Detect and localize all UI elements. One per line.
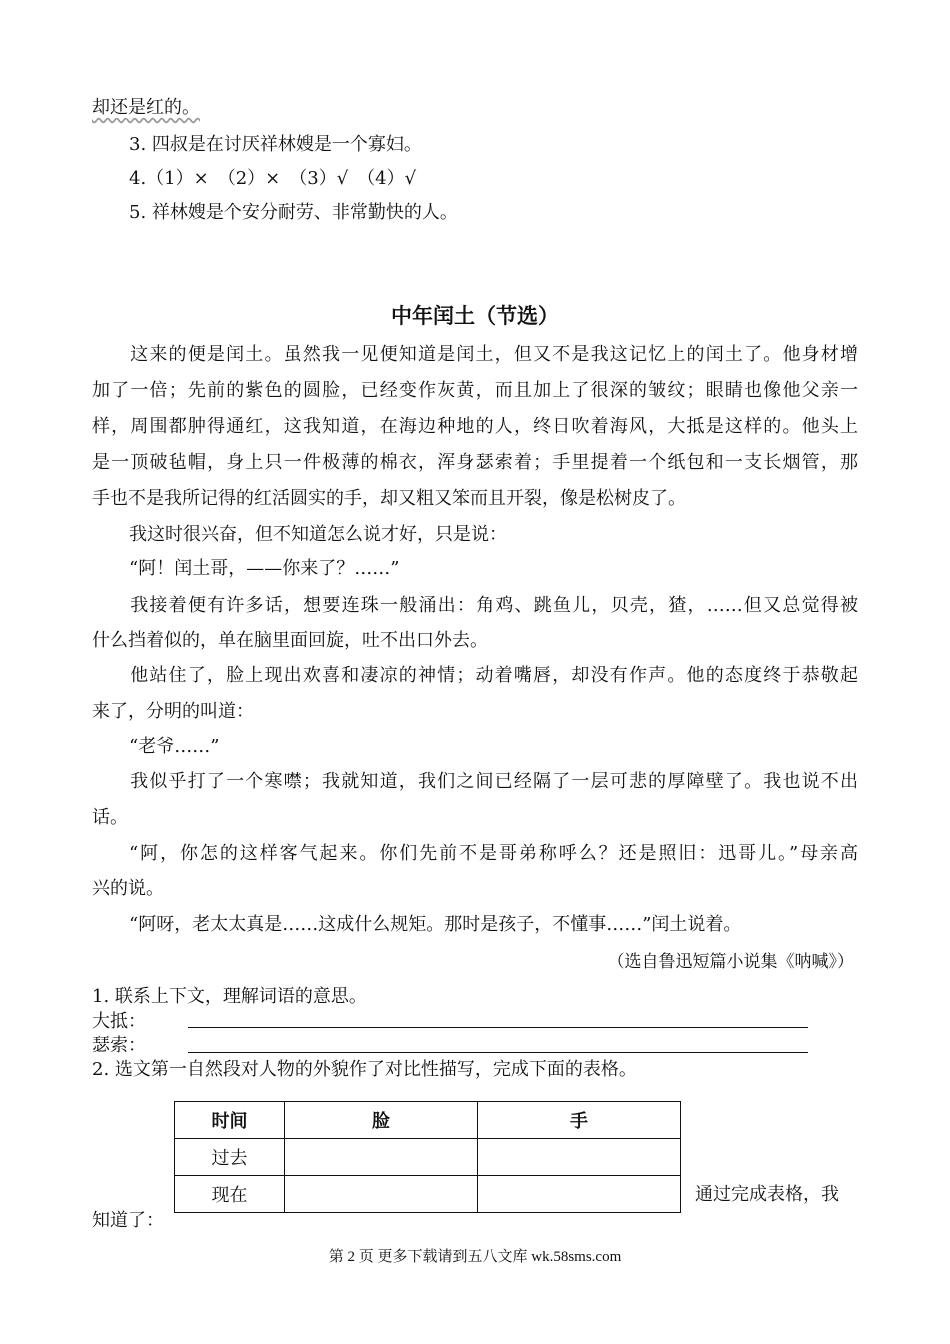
question-2: 2. 选文第一自然段对人物的外貌作了对比性描写，完成下面的表格。: [92, 1059, 637, 1080]
paragraph-8-line-2: 兴的说。: [92, 878, 164, 899]
cell-now-face[interactable]: [285, 1176, 478, 1213]
cell-past-face[interactable]: [285, 1139, 478, 1176]
after-table-text-left: 知道了：: [92, 1210, 164, 1231]
row-label-now: 现在: [175, 1176, 285, 1213]
cell-now-hands[interactable]: [478, 1176, 681, 1213]
answer-4: 4.（1）× （2）× （3）√ （4）√: [129, 168, 417, 189]
question-1-word-2: 瑟索：: [92, 1035, 146, 1056]
page-footer: 第 2 页 更多下载请到五八文库 wk.58sms.com: [328, 1249, 622, 1265]
table-row: [175, 1139, 681, 1176]
paragraph-4-line-2: 什么挡着似的，单在脑里面回旋，吐不出口外去。: [92, 630, 488, 651]
header-face: 脸: [285, 1102, 478, 1139]
question-1: 1. 联系上下文，理解词语的意思。: [92, 986, 367, 1007]
answer-3: 3. 四叔是在讨厌祥林嫂是一个寡妇。: [129, 134, 422, 155]
answer-text: 却还是红的。: [92, 97, 200, 118]
paragraph-7-line-2: 话。: [92, 807, 128, 828]
text: 我似乎打了一个寒噤；我就知道，我们之间已经隔了一层可悲的厚障壁了。我也说不出: [129, 771, 858, 792]
after-table-text-right: 通过完成表格，我: [695, 1184, 839, 1205]
paragraph-1-line-3: 样，周围都肿得通红，这我知道，在海边种地的人，终日吹着海风，大抵是这样的。他头上: [92, 416, 858, 437]
paragraph-2: 我这时很兴奋，但不知道怎么说才好，只是说：: [129, 524, 507, 545]
paragraph-5-line-2: 来了，分明的叫道：: [92, 701, 254, 722]
paragraph-4-line-1: [92, 594, 858, 618]
paragraph-7-line-1: [92, 770, 858, 794]
paragraph-9: “阿呀，老太太真是……这成什么规矩。那时是孩子，不懂事……”闰土说着。: [129, 914, 742, 935]
paragraph-1-line-2: 加了一倍；先前的紫色的圆脸，已经变作灰黄，而且加上了很深的皱纹；眼睛也像他父亲一: [92, 380, 858, 401]
text: 这来的便是闰土。虽然我一见便知道是闰土，但又不是我这记忆上的闰土了。他身材增: [129, 344, 858, 365]
paragraph-1-line-1: [92, 343, 858, 367]
paragraph-5-line-1: [92, 664, 858, 688]
table-header-row: [175, 1102, 681, 1139]
question-1-word-1: 大抵：: [92, 1011, 146, 1032]
table-row: [175, 1176, 681, 1213]
paragraph-8-line-1: [92, 842, 858, 866]
text: 他站住了，脸上现出欢喜和凄凉的神情；动着嘴唇，却没有作声。他的态度终于恭敬起: [129, 665, 858, 686]
answer-blank-1[interactable]: [188, 1027, 808, 1028]
paragraph-6: “老爷……”: [129, 736, 220, 757]
passage-title: 中年闰土（节选）: [391, 304, 559, 328]
answer-blank-2[interactable]: [188, 1052, 808, 1053]
comparison-table: [174, 1101, 681, 1213]
cell-past-hands[interactable]: [478, 1139, 681, 1176]
paragraph-1-line-4: 是一顶破毡帽，身上只一件极薄的棉衣，浑身瑟索着；手里提着一个纸包和一支长烟管，那: [92, 452, 858, 473]
header-hands: 手: [478, 1102, 681, 1139]
text: “阿，你怎的这样客气起来。你们先前不是哥弟称呼么？还是照旧：迅哥儿。”母亲高: [129, 843, 858, 864]
answer-line-continuation: [92, 96, 200, 120]
header-time: 时间: [175, 1102, 285, 1139]
answer-5: 5. 祥林嫂是个安分耐劳、非常勤快的人。: [129, 202, 458, 223]
text: 我接着便有许多话，想要连珠一般涌出：角鸡、跳鱼儿，贝壳，猹，……但又总觉得被: [129, 595, 858, 616]
row-label-past: 过去: [175, 1139, 285, 1176]
passage-source: （选自鲁迅短篇小说集《呐喊》）: [607, 952, 854, 972]
paragraph-1-line-5: 手也不是我所记得的红活圆实的手，却又粗又笨而且开裂，像是松树皮了。: [92, 488, 686, 509]
paragraph-3: “阿！闰土哥，——你来了？……”: [129, 558, 400, 579]
